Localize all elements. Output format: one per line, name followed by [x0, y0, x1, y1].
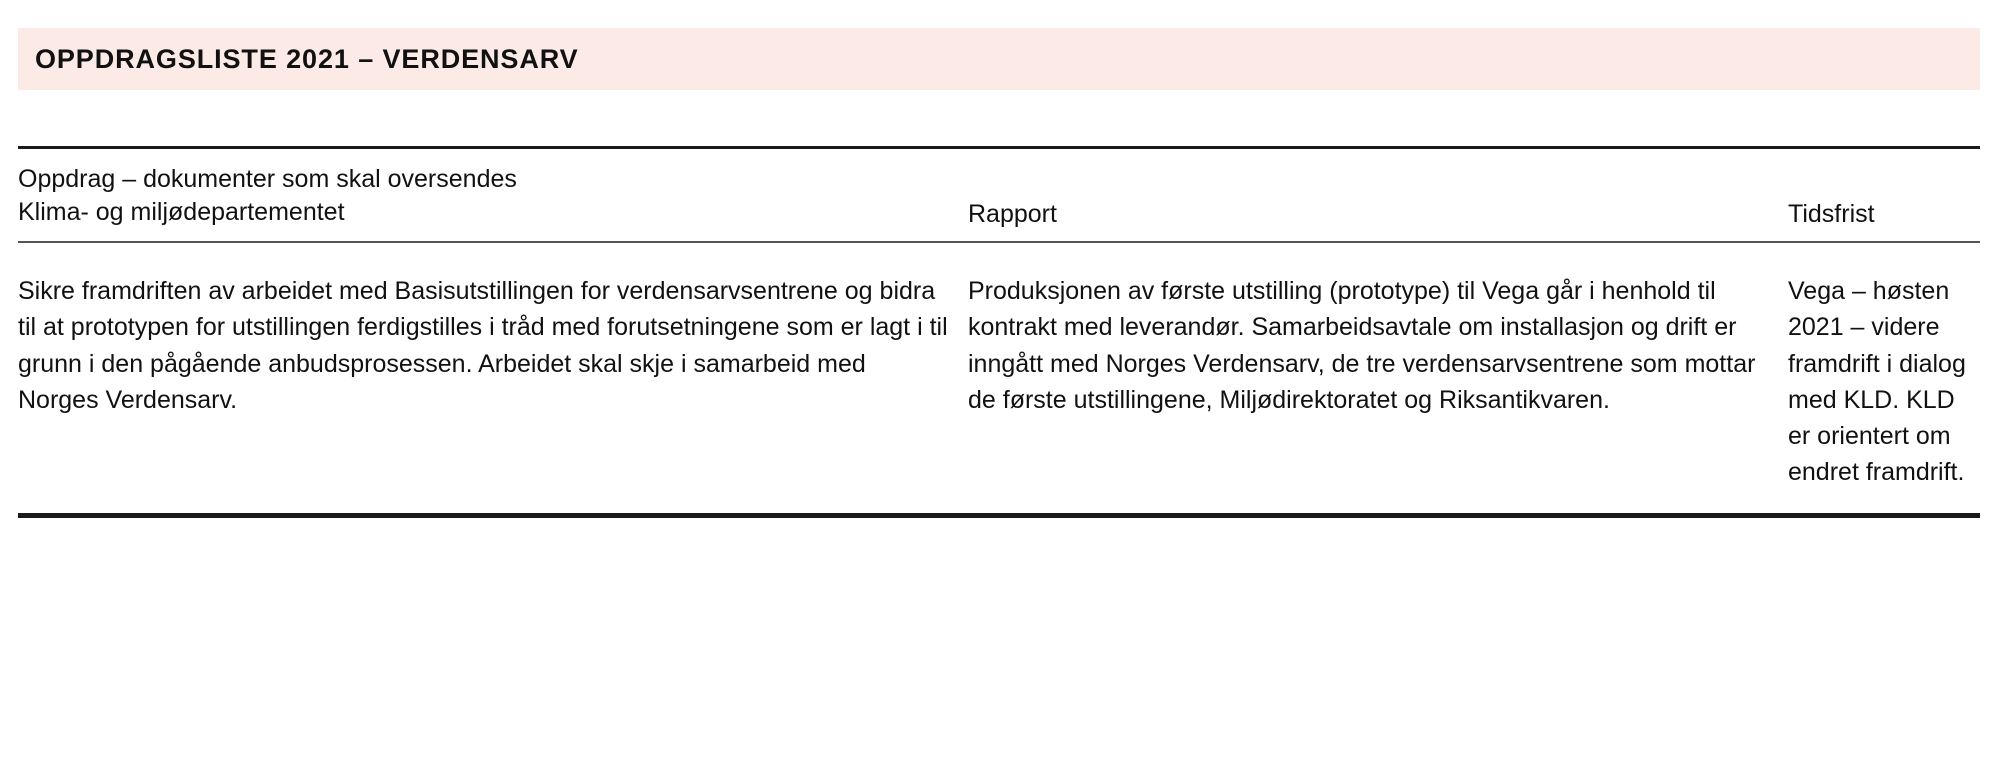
- column-header-rapport: Rapport: [968, 199, 1057, 228]
- cell-oppdrag: [18, 273, 968, 418]
- cell-tidsfrist-text: Vega – høsten 2021 – videre framdrift i dialog med KLD. KLD er orientert om endret framdrift.: [1788, 277, 1966, 487]
- column-header-oppdrag-line2: Klima- og miljødepartementet: [18, 198, 345, 227]
- column-header-oppdrag: [18, 163, 968, 230]
- table-bottom-rule: [18, 513, 1980, 518]
- cell-oppdrag-text: Sikre framdriften av arbeidet med Basisutstillingen for verdensarvsentrene og bidra til at prototypen for utstillingen ferdigstilles i tråd med forutsetningene som er lagt i til grunn i den pågående anbudsprosessen. Arbeidet skal skje i samarbeid med Norges Verdensarv.: [18, 277, 948, 414]
- table-row: [18, 243, 1980, 513]
- column-header-rapport-wrap: [968, 163, 1788, 231]
- column-header-tidsfrist-wrap: [1788, 163, 1980, 231]
- table-header-row: [18, 149, 1980, 241]
- document-title-banner: [18, 28, 1980, 90]
- oppdrag-table: [18, 146, 1980, 518]
- column-header-oppdrag-line1: Oppdrag – dokumenter som skal oversendes: [18, 165, 517, 193]
- cell-rapport: [968, 273, 1788, 418]
- cell-rapport-text: Produksjonen av første utstilling (prototype) til Vega går i henhold til kontrakt med leverandør. Samarbeidsavtale om installasjon og drift er inngått med Norges Verdensarv, de tre verdensarvsentrene som mottar de første utstillingene, Miljødirektoratet og Riksantikvaren.: [968, 277, 1756, 414]
- column-header-tidsfrist: Tidsfrist: [1788, 199, 1875, 228]
- page-title: OPPDRAGSLISTE 2021 – VERDENSARV: [35, 43, 579, 74]
- cell-tidsfrist: [1788, 273, 1980, 491]
